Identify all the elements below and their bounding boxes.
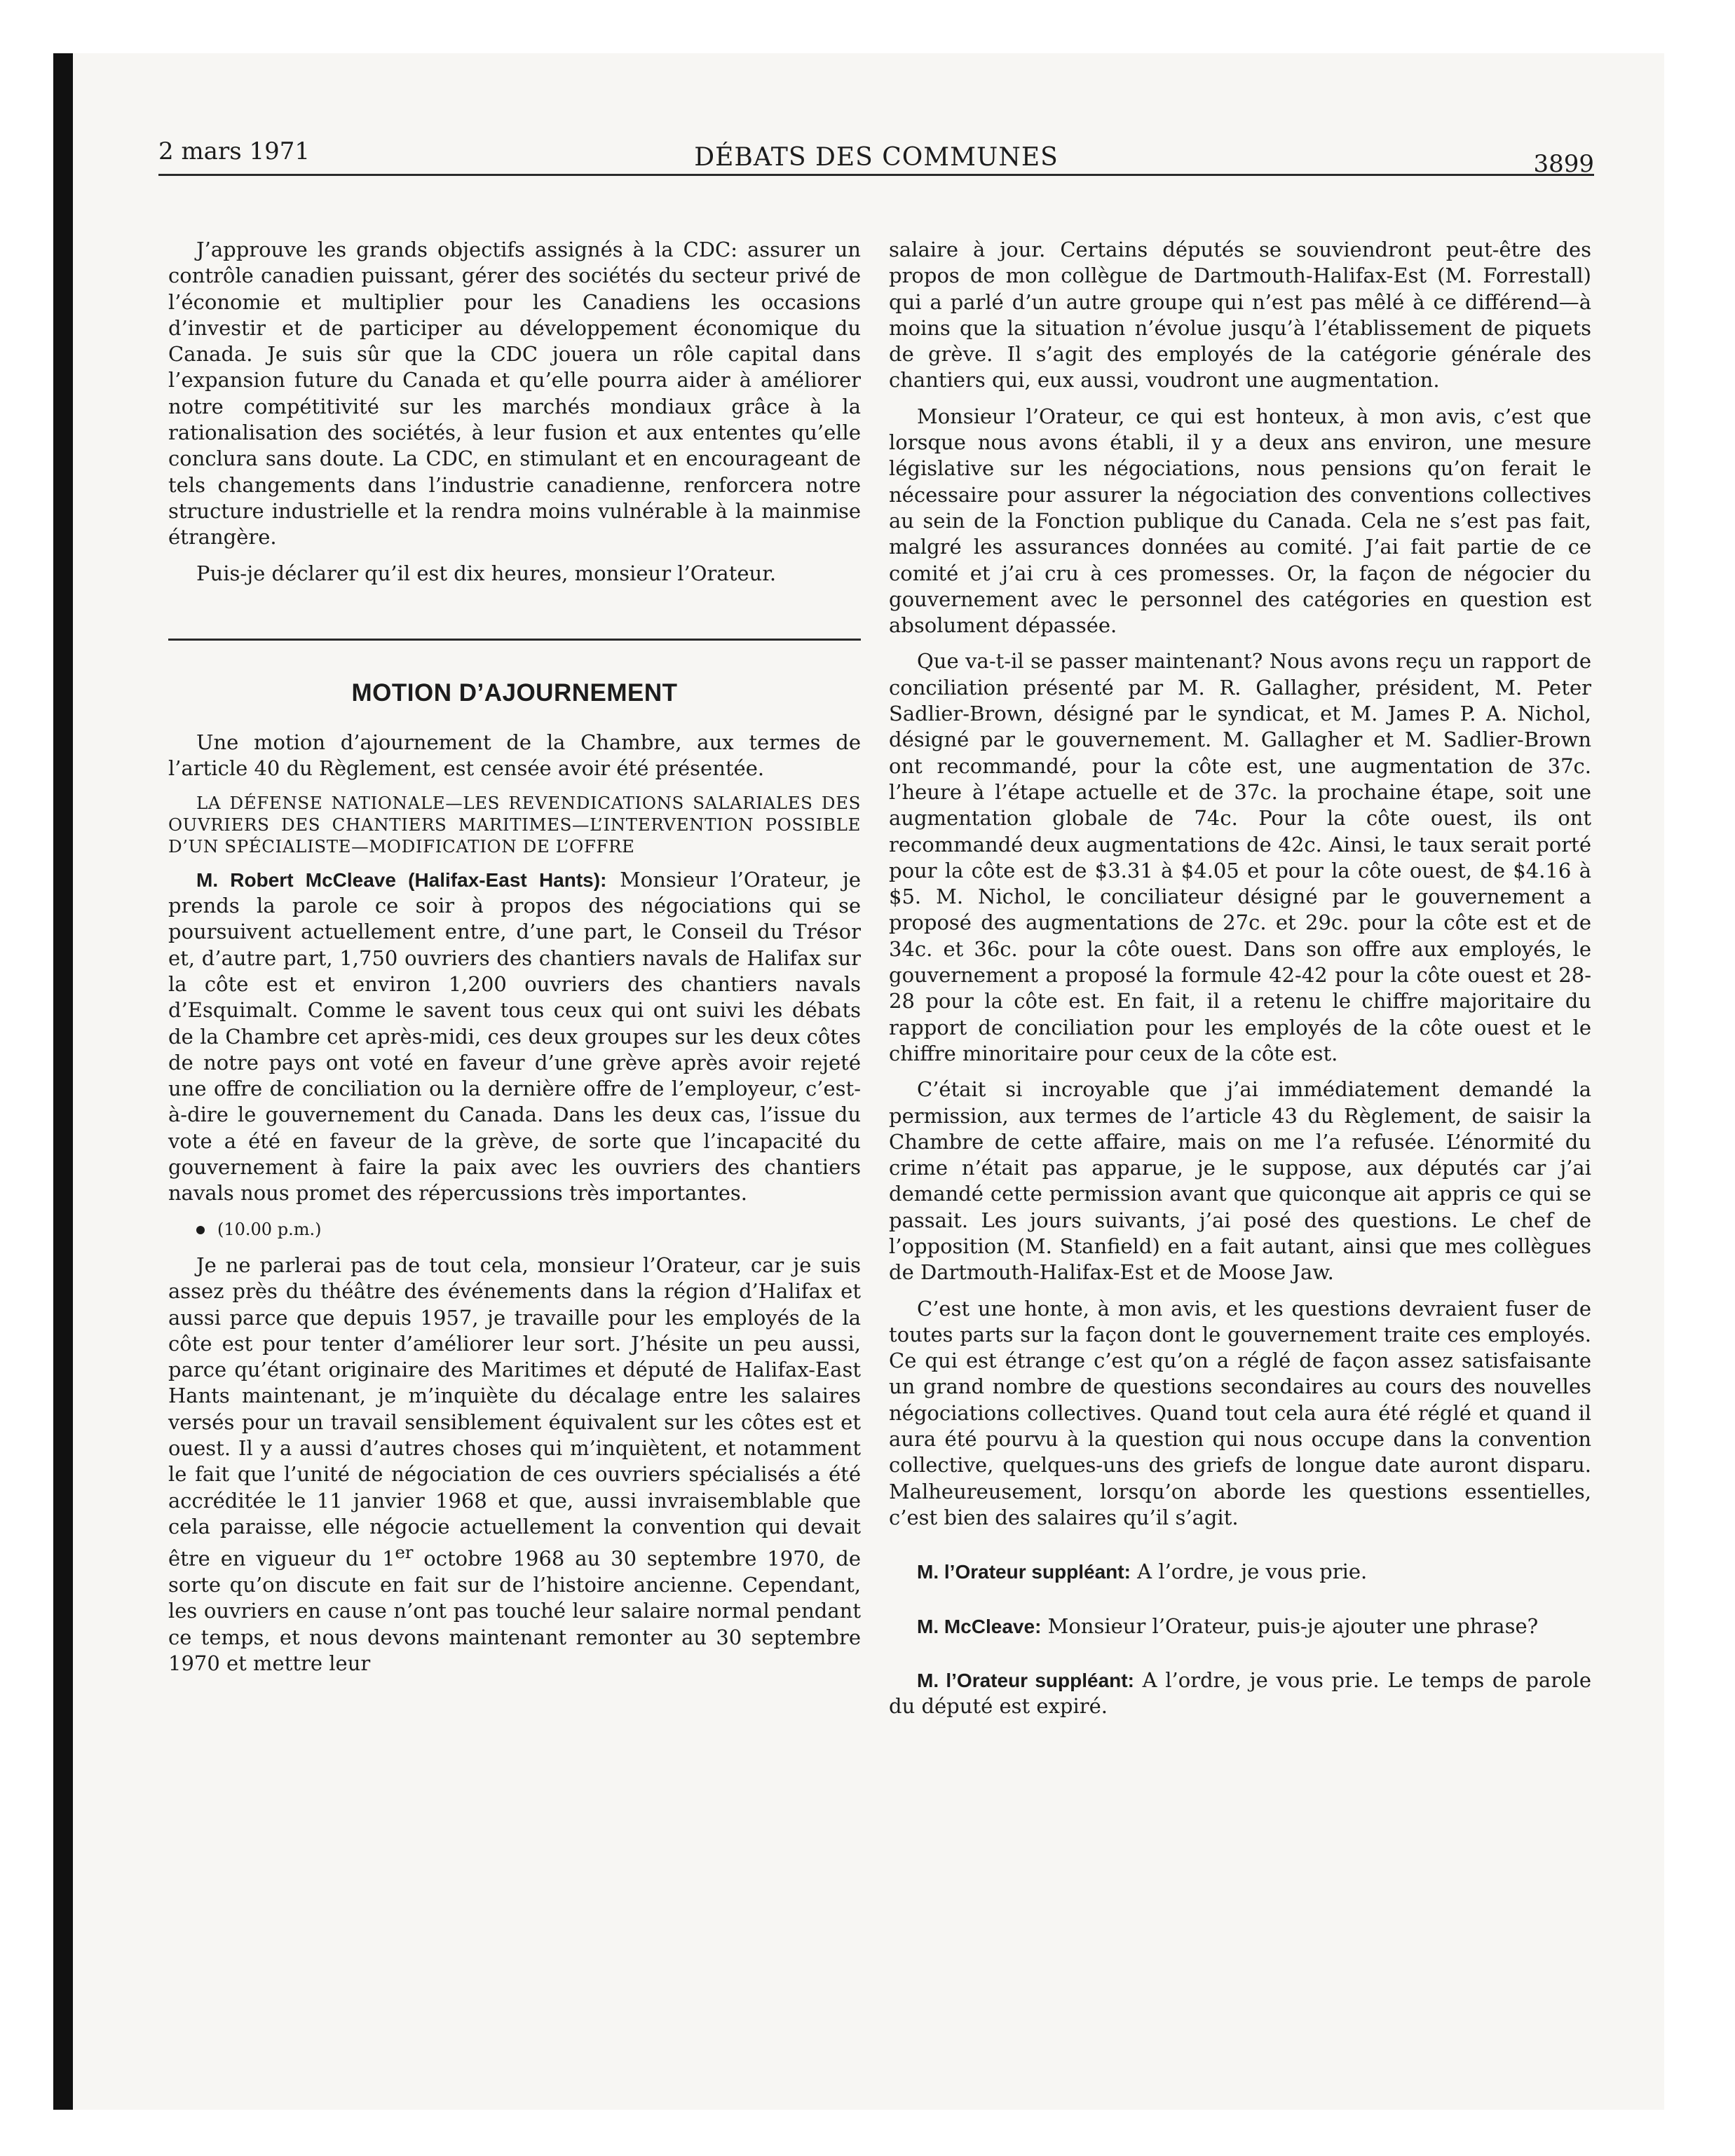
paragraph: Monsieur l’Orateur, ce qui est honteux, à mon avis, c’est que lorsque nous avons établi, il y a deux ans environ, une mesure législative sur les négociations, nous pensions qu’on ferait le nécessaire pour assurer la négociation des conventions collectives au sein de la Fonction publique du Canada. Cela ne s’est pas fait, malgré les assurances données au comité. J’ai fait partie de ce comité et j’ai cru à ces promesses. Or, la façon de négocier du gouvernement avec le personnel des catégories en question est absolument dépassée. xyxy=(889,404,1591,638)
paragraph-text: Je ne parlerai pas de tout cela, monsieur l’Orateur, car je suis assez près du théâtre des événements dans la région d’Halifax et aussi parce que depuis 1957, je travaille pour les employés de la côte est pour tenter d’améliorer leur sort. J’hésite un peu aussi, parce qu’étant originaire des Maritimes et député de Halifax-East Hants maintenant, je m’inquiète du décalage entre les salaires versés pour un travail sensiblement équivalent sur les côtes est et ouest. Il y a aussi d’autres choses qui m’inquiètent, et notamment le fait que l’unité de négociation de ces ouvriers spécialisés a été accréditée le 11 janvier 1968 et que, aussi invraisemblable que cela paraisse, elle négocie actuellement la convention qui devait être en vigueur du 1 xyxy=(168,1253,861,1571)
speech-text: A l’ordre, je vous prie. Le temps de parole du député est expiré. xyxy=(889,1667,1591,1719)
section-divider xyxy=(168,639,861,641)
paragraph-text-end: octobre 1968 au 30 septembre 1970, de sorte qu’on discute en fait sur de l’histoire ancienne. Cependant, les ouvriers en cause n’ont pas touché leur salaire normal pendant ce temps, et nous devons maintenant remonter au 30 septembre 1970 et mettre leur xyxy=(168,1546,861,1676)
speech-text: Monsieur l’Orateur, puis-je ajouter une phrase? xyxy=(1041,1613,1539,1638)
paragraph: salaire à jour. Certains députés se souviendront peut-être des propos de mon collègue de Dartmouth-Halifax-Est (M. Forrestall) qui a parlé d’un autre groupe qui n’est pas mêlé à ce différend—à moins que la situation n’évolue jusqu’à l’établissement de piquets de grève. Il s’agit des employés de la catégorie générale des chantiers qui, eux aussi, voudront une augmentation. xyxy=(889,238,1591,393)
paragraph: C’est une honte, à mon avis, et les questions devraient fuser de toutes parts sur la façon dont le gouvernement traite ces employés. Ce qui est étrange c’est qu’on a réglé de façon assez satisfaisante un grand nombre de questions secondaires au cours des nouvelles négociations collectives. Quand tout cela aura été réglé et quand il aura été pourvu à la question qui nous occupe dans la convention collective, quelques-uns des griefs de longue date auront disparu. Malheureusement, lorsqu’on aborde les questions essentielles, c’est bien des salaires qu’il s’agit. xyxy=(889,1296,1591,1529)
header-title: DÉBATS DES COMMUNES xyxy=(694,143,1059,172)
speech-text: Monsieur l’Orateur, je prends la parole ce soir à propos des négociations qui se poursuivent actuellement entre, d’une part, le Conseil du Trésor et, d’autre part, 1,750 ouvriers des chantiers navals de Halifax sur la côte est et environ 1,200 ouvriers des chantiers navals d’Esquimalt. Comme le savent tous ceux qui ont suivi les débats de la Chambre cet après-midi, ces deux groupes sur les deux côtes de notre pays ont voté en faveur d’une grève après avoir rejeté une offre de conciliation ou la dernière offre de l’employeur, c’est-à-dire le gouvernement du Canada. Dans les deux cas, l’issue du vote a été en faveur de la grève, de sorte que l’incapacité du gouvernement à faire la paix avec les ouvriers des chantiers navals nous promet des répercussions très importantes. xyxy=(168,867,862,1206)
speaker-name: M. l’Orateur suppléant: xyxy=(917,1669,1134,1691)
section-title: MOTION D’AJOURNEMENT xyxy=(351,678,678,707)
scan-border xyxy=(53,53,73,2110)
page-number: 3899 xyxy=(1533,150,1594,178)
bullet-icon xyxy=(196,1226,205,1234)
right-column xyxy=(889,237,1591,1729)
time-marker-text: (10.00 p.m.) xyxy=(217,1219,322,1239)
paragraph: J’approuve les grands objectifs assignés à la CDC: assurer un contrôle canadien puissant, gérer des sociétés du secteur privé de l’économie et multiplier pour les Canadiens les occasions d’investir et de participer au développement économique du Canada. Je suis sûr que la CDC jouera un rôle capital dans l’expansion future du Canada et qu’elle pourra aider à améliorer notre compétitivité sur les marchés mondiaux grâce à la rationalisation des sociétés, à leur fusion et aux ententes qu’elle conclura sans doute. La CDC, en stimulant et en encourageant de tels changements dans l’industrie canadienne, renforcera notre structure industrielle et la rendra moins vulnérable à la mainmise étrangère. xyxy=(168,238,861,550)
speaker-name: M. l’Orateur suppléant: xyxy=(917,1561,1131,1583)
speech-paragraph xyxy=(168,867,861,1207)
speaker-name: M. Robert McCleave (Halifax-East Hants): xyxy=(196,868,607,891)
superscript: er xyxy=(395,1543,414,1563)
subheading: LA DÉFENSE NATIONALE—LES REVENDICATIONS SALARIALES DES OUVRIERS DES CHANTIERS MARITIMES—L’INTERVENTION POSSIBLE D’UN SPÉCIALISTE—MODIFICATION DE L’OFFRE xyxy=(168,792,861,857)
speech-paragraph xyxy=(889,1667,1591,1720)
speech-text: A l’ordre, je vous prie. xyxy=(1130,1560,1368,1584)
paragraph: Que va-t-il se passer maintenant? Nous avons reçu un rapport de conciliation présenté par M. R. Gallagher, président, M. Peter Sadlier-Brown, désigné par le syndicat, et M. James P. A. Nichol, désigné par le gouvernement. M. Gallagher et M. Sadlier-Brown ont recommandé, pour la côte est, une augmentation de 37c. l’heure à l’étape actuelle et de 37c. la prochaine étape, soit une augmentation globale de 74c. Pour la côte ouest, ils ont recommandé deux augmentations de 42c. Ainsi, le taux serait porté pour la côte est de $3.31 à $4.05 et pour la côte ouest, de $4.16 à $5. M. Nichol, le conciliateur désigné par le gouvernement a proposé des augmentations de 27c. et 29c. pour la côte est et de 34c. et 36c. pour la côte ouest. Dans son offre aux employés, le gouvernement a proposé la formule 42-42 pour la côte ouest et 28-28 pour la côte est. En fait, il a retenu le chiffre majoritaire du rapport de conciliation pour les employés de la côte ouest et le chiffre minoritaire pour ceux de la côte est. xyxy=(889,649,1591,1065)
paragraph: C’était si incroyable que j’ai immédiatement demandé la permission, aux termes de l’article 43 du Règlement, de saisir la Chambre de cette affaire, mais on me l’a refusée. L’énormité du crime n’était pas apparue, je le suppose, aux députés car j’ai demandé cette permission avant que quiconque ait appris ce qui se passait. Les jours suivants, j’ai posé des questions. Le chef de l’opposition (M. Stanfield) en a fait autant, ainsi que mes collègues de Dartmouth-Halifax-Est et de Moose Jaw. xyxy=(889,1077,1591,1285)
paragraph: Puis-je déclarer qu’il est dix heures, monsieur l’Orateur. xyxy=(196,561,777,585)
speaker-name: M. McCleave: xyxy=(917,1615,1042,1637)
header-date: 2 mars 1971 xyxy=(158,137,310,165)
paragraph: Une motion d’ajournement de la Chambre, aux termes de l’article 40 du Règlement, est censée avoir été présentée. xyxy=(168,730,861,781)
speech-paragraph xyxy=(889,1613,1591,1639)
paragraph xyxy=(168,1253,861,1677)
left-column xyxy=(168,237,861,1686)
page-header xyxy=(158,137,1594,176)
speech-paragraph xyxy=(889,1559,1591,1585)
time-marker xyxy=(168,1217,861,1243)
